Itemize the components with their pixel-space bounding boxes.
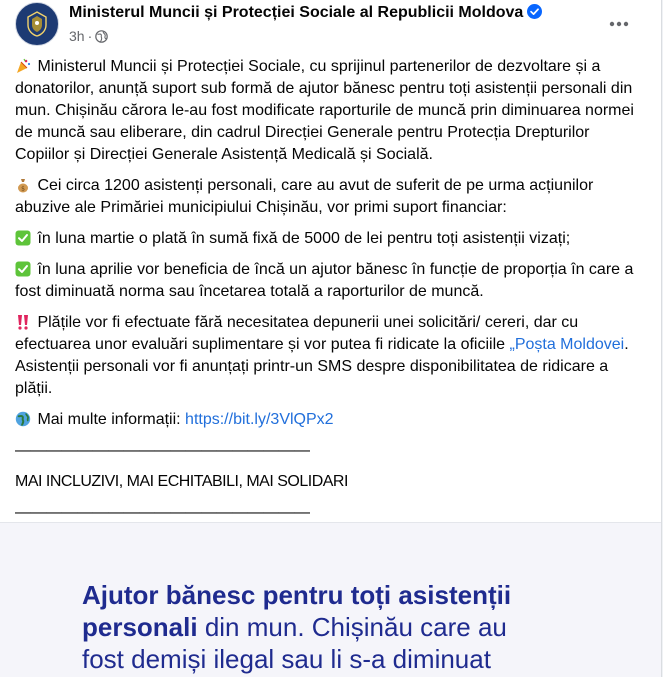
paragraph-payments (15, 312, 647, 400)
paragraph-march (15, 228, 647, 250)
post-image-headline (82, 579, 602, 675)
paragraph-april (15, 259, 647, 303)
page-name-link[interactable] (69, 4, 542, 22)
image-line-1: Ajutor bănesc pentru toți asistenții (82, 580, 512, 610)
money-bag-icon (15, 175, 33, 197)
post-timestamp[interactable]: 3h (69, 28, 85, 44)
double-exclamation-icon (15, 312, 33, 334)
paragraph-support (15, 175, 647, 219)
meta-separator: · (87, 28, 93, 44)
check-mark-button-icon (15, 228, 33, 250)
paragraph-more-info (15, 409, 647, 431)
image-line-2-rest: din mun. Chișinău care au (197, 612, 507, 642)
post-header (15, 2, 651, 48)
paragraph-march-text: în luna martie o plată în sumă fixă de 5000 de lei pentru toți asistenții vizați; (37, 230, 571, 247)
page-name-text: Ministerul Muncii și Protecției Sociale al Republicii Moldova (69, 4, 524, 21)
paragraph-announcement (15, 56, 647, 166)
more-info-label: Mai multe informații: (37, 411, 186, 428)
decorative-rule-bottom: ——————————————————— (15, 504, 310, 521)
page-avatar[interactable] (15, 2, 59, 46)
party-popper-icon (15, 56, 33, 78)
more-info-link[interactable]: https://bit.ly/3VlQPx2 (185, 411, 334, 428)
paragraph-announcement-text: Ministerul Muncii și Protecției Sociale, cu sprijinul partenerilor de dezvoltare și a donatorilor, anunță suport sub formă de ajutor bănesc pentru toți asistenții personali din mun. Chișinău cărora le-au fost modificate raporturile de muncă prin diminuarea normei de muncă sau eliberare, din cadrul Direcției Generale pentru Protecția Drepturilor Copiilor și Direcției Generale Asistență Medicală și Socială. (15, 58, 634, 163)
paragraph-april-text: în luna aprilie vor beneficia de încă un ajutor bănesc în funcție de proporția în care a fost diminuată norma sau încetarea totală a raporturilor de muncă. (15, 261, 634, 300)
check-mark-button-icon (15, 259, 33, 281)
post-body (15, 56, 647, 533)
image-line-2-bold: personali (82, 612, 198, 642)
slogan-text: MAI INCLUZIVI, MAI ECHITABILI, MAI SOLIDARI (15, 473, 348, 490)
posta-moldovei-link[interactable]: „Poșta Moldovei (509, 336, 625, 353)
verified-badge-icon (527, 4, 542, 19)
post-meta (69, 28, 108, 44)
paragraph-payments-text-before: Plățile vor fi efectuate fără necesitatea depunerii unei solicitări/ cereri, dar cu efectuarea unor evaluări suplimentare și vor putea fi ridicate la oficiile (15, 314, 579, 353)
public-audience-globe-icon[interactable] (95, 30, 108, 43)
post-image[interactable] (0, 523, 661, 677)
globe-icon (15, 409, 33, 431)
paragraph-support-text: Cei circa 1200 asistenți personali, care au avut de suferit de pe urma acțiunilor abuzive ale Primăriei municipiului Chișinău, vor primi suport financiar: (15, 177, 594, 216)
coat-of-arms-icon (22, 9, 52, 39)
post-options-button[interactable] (605, 10, 633, 38)
more-dots-icon (609, 21, 629, 27)
image-line-3: fost demiși ilegal sau li s-a diminuat (82, 644, 491, 674)
paragraph-payments-text-after: . Asistenții personali vor fi anunțați printr-un SMS despre disponibilitatea de ridicare a plății. (15, 336, 629, 397)
decorative-rule-top: ——————————————————— (15, 442, 310, 459)
svg-text:$: $ (21, 185, 25, 193)
